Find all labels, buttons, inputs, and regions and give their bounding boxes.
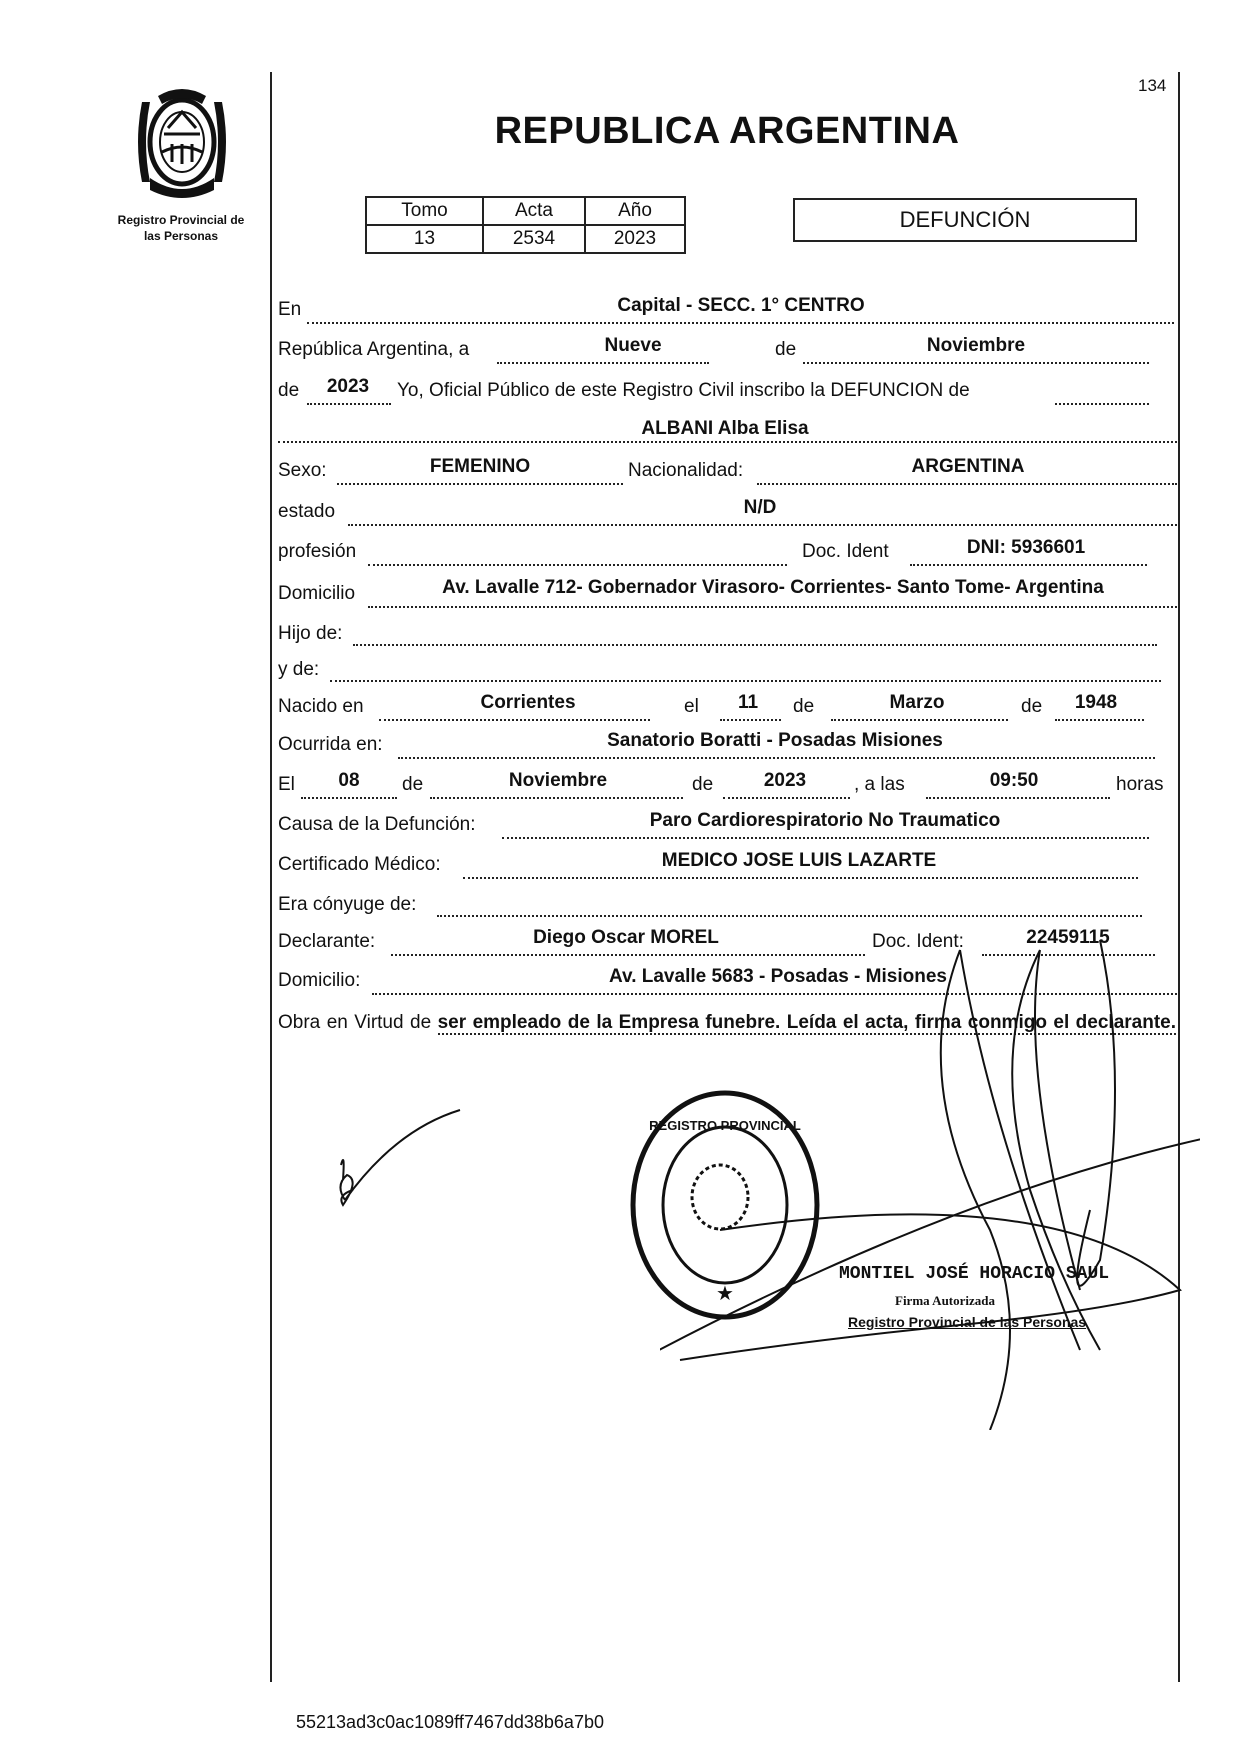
causa-value: Paro Cardiorespiratorio No Traumatico (649, 810, 1001, 831)
year-value: 2023 (326, 376, 370, 397)
declarante-value: Diego Oscar MOREL (533, 927, 719, 948)
header-acta: Acta (483, 197, 585, 225)
de-label: de (793, 696, 815, 717)
de-label: de (278, 380, 300, 401)
record-table (365, 196, 686, 254)
signer-role: Firma Autorizada (895, 1293, 996, 1308)
republica-label: República Argentina, a (278, 339, 470, 360)
value-tomo: 13 (366, 225, 483, 253)
dotted-line (398, 757, 1155, 759)
decl-doc-label: Doc. Ident: (872, 931, 964, 952)
dotted-line (1055, 403, 1149, 405)
inscribe-text: Yo, Oficial Público de este Registro Civil inscribo la DEFUNCION de (397, 380, 970, 401)
horas-label: horas (1116, 774, 1164, 795)
nacido-label: Nacido en (278, 696, 364, 717)
header-ano: Año (585, 197, 685, 225)
dotted-line (502, 837, 1149, 839)
dotted-line (353, 644, 1157, 646)
declarante-label: Declarante: (278, 931, 376, 952)
nacionalidad-label: Nacionalidad: (628, 460, 744, 481)
dotted-line (757, 483, 1177, 485)
dotted-line (720, 719, 781, 721)
day-value: Nueve (604, 335, 662, 356)
profesion-label: profesión (278, 541, 357, 562)
birth-month: Marzo (889, 692, 945, 713)
estado-label: estado (278, 501, 336, 522)
dotted-line (926, 797, 1110, 799)
svg-text:★: ★ (716, 1283, 734, 1305)
conyuge-label: Era cónyuge de: (278, 894, 417, 915)
month-value: Noviembre (926, 335, 1026, 356)
dotted-line (368, 564, 787, 566)
dotted-line (1055, 719, 1144, 721)
obra-label: Obra en Virtud de (278, 1012, 432, 1033)
declarant-signature (325, 1105, 465, 1215)
registry-name (118, 212, 245, 244)
estado-value: N/D (743, 497, 777, 518)
nacionalidad-value: ARGENTINA (911, 456, 1025, 477)
certificado-value: MEDICO JOSE LUIS LAZARTE (661, 850, 937, 871)
dotted-line (379, 719, 650, 721)
dotted-line (430, 797, 683, 799)
death-day: 08 (338, 770, 360, 791)
hijo-de-label: Hijo de: (278, 623, 343, 644)
value-ano: 2023 (585, 225, 685, 253)
y-de-label: y de: (278, 659, 320, 680)
dotted-line (307, 403, 391, 405)
left-margin-line (270, 72, 272, 1682)
dotted-line (348, 524, 1177, 526)
dotted-line (723, 797, 850, 799)
domicilio-label: Domicilio (278, 583, 356, 604)
decl-domicilio-value: Av. Lavalle 5683 - Posadas - Misiones (609, 966, 947, 987)
sexo-label: Sexo: (278, 460, 327, 481)
dotted-line (278, 441, 1177, 443)
de-label: de (1021, 696, 1043, 717)
a-las-label: , a las (854, 774, 905, 795)
misiones-seal-logo (128, 82, 236, 200)
signer-office: Registro Provincial de las Personas (848, 1314, 1087, 1330)
certificado-label: Certificado Médico: (278, 854, 441, 875)
death-time: 09:50 (989, 770, 1039, 791)
sexo-value: FEMENINO (429, 456, 531, 477)
de-label: de (692, 774, 714, 795)
dotted-line (910, 564, 1147, 566)
decl-domicilio-label: Domicilio: (278, 970, 361, 991)
dotted-line (330, 680, 1161, 682)
death-month: Noviembre (508, 770, 608, 791)
page-number: 134 (1138, 76, 1167, 95)
dotted-line (497, 362, 709, 364)
doc-ident-label: Doc. Ident (802, 541, 889, 562)
record-type-box: DEFUNCIÓN (793, 198, 1137, 242)
dotted-line (463, 877, 1138, 879)
birth-year: 1948 (1074, 692, 1118, 713)
ocurrida-label: Ocurrida en: (278, 734, 383, 755)
place-value: Capital - SECC. 1° CENTRO (617, 295, 865, 316)
registry-line-2: las Personas (143, 229, 219, 243)
dotted-line (337, 483, 623, 485)
de-label: de (402, 774, 424, 795)
decl-doc-value: 22459115 (1026, 927, 1110, 948)
right-margin-line (1178, 72, 1180, 1682)
dotted-line (831, 719, 1008, 721)
death-year: 2023 (763, 770, 807, 791)
dotted-line (803, 362, 1149, 364)
document-hash: 55213ad3c0ac1089ff7467dd38b6a7b0 (296, 1712, 604, 1732)
official-signature (660, 930, 1200, 1430)
dotted-line (301, 797, 397, 799)
obra-value: ser empleado de la Empresa funebre. Leída el acta, firma conmigo el declarante. (437, 1012, 1177, 1033)
header-tomo: Tomo (366, 197, 483, 225)
registry-line-1: Registro Provincial de (117, 213, 245, 227)
signer-name: MONTIEL JOSÉ HORACIO SAUL (839, 1264, 1110, 1284)
death-place: Sanatorio Boratti - Posadas Misiones (607, 730, 943, 751)
en-label: En (278, 299, 302, 320)
deceased-name: ALBANI Alba Elisa (641, 418, 809, 439)
birth-place: Corrientes (480, 692, 576, 713)
de-label: de (775, 339, 797, 360)
document-title: REPUBLICA ARGENTINA (494, 110, 960, 152)
doc-ident-value: DNI: 5936601 (966, 537, 1086, 558)
el-label: el (684, 696, 699, 717)
svg-text:REGISTRO PROVINCIAL: REGISTRO PROVINCIAL (649, 1118, 801, 1133)
causa-label: Causa de la Defunción: (278, 814, 476, 835)
domicilio-value: Av. Lavalle 712- Gobernador Virasoro- Corrientes- Santo Tome- Argentina (442, 577, 1104, 598)
value-acta: 2534 (483, 225, 585, 253)
el-label: El (278, 774, 295, 795)
birth-day: 11 (737, 692, 759, 713)
dotted-line (368, 606, 1177, 608)
dotted-line (437, 915, 1142, 917)
dotted-line (307, 322, 1174, 324)
